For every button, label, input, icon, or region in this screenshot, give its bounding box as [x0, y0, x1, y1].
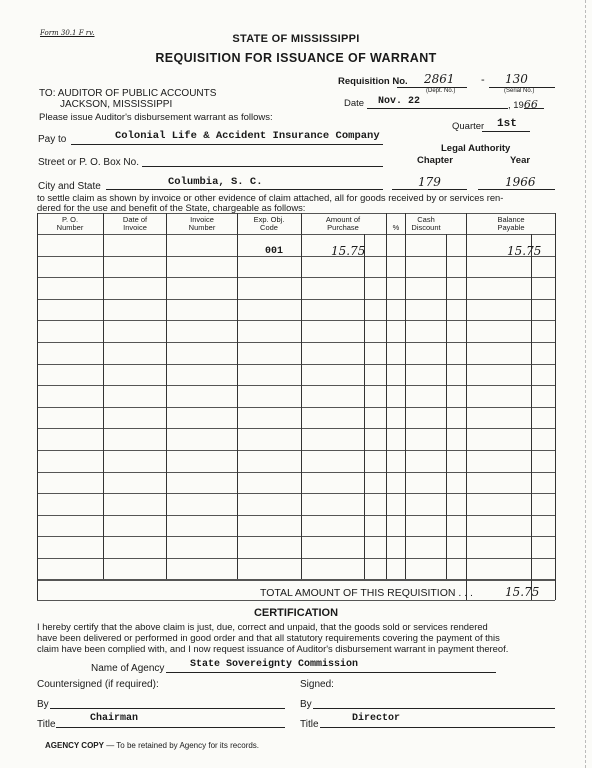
title-line-left [56, 727, 285, 728]
table-cents-rule [446, 234, 447, 579]
table-row-rule [37, 299, 555, 300]
title-line-right [320, 727, 555, 728]
table-column-rule [237, 213, 238, 579]
by-label-right: By [300, 699, 312, 710]
chapter-line [392, 189, 467, 190]
table-header-text: Number [56, 223, 84, 232]
form-title: REQUISITION FOR ISSUANCE OF WARRANT [155, 51, 437, 65]
legal-authority-label: Legal Authority [441, 143, 511, 154]
certification-line2: have been delivered or performed in good order and that all statutory requirements covering the payment of this [37, 632, 500, 643]
table-row-rule [37, 558, 555, 559]
table-header-text: Invoice [123, 223, 147, 232]
table-row-rule [37, 277, 555, 278]
year-label: Year [510, 155, 531, 166]
chapter-label: Chapter [417, 155, 453, 166]
table-row-rule [37, 515, 555, 516]
table-header-text: Purchase [327, 223, 359, 232]
table-header-text: Code [260, 223, 278, 232]
quarter-value: 1st [497, 118, 517, 130]
footer-retain-text: — To be retained by Agency for its records. [103, 741, 260, 750]
street-label: Street or P. O. Box No. [38, 157, 139, 168]
title-label-left: Title [37, 719, 56, 730]
table-row-rule [37, 364, 555, 365]
by-line-left[interactable] [50, 708, 285, 709]
serial-no-value: 130 [505, 72, 528, 86]
table-header-text: Balance [497, 215, 525, 224]
table-column-rule [301, 213, 302, 579]
table-column-rule [166, 213, 167, 579]
footer-note [45, 741, 259, 750]
certification-title: CERTIFICATION [253, 607, 339, 619]
table-row-rule [37, 450, 555, 451]
agency-line [166, 672, 496, 673]
title-label-right: Title [300, 719, 319, 730]
pay-to-value: Colonial Life & Accident Insurance Company [115, 130, 380, 142]
form-number: Form 30.1 F rv. [40, 29, 95, 37]
page-edge [585, 0, 592, 768]
table-header-text: Amount of [325, 215, 361, 224]
table-cents-rule [531, 234, 532, 600]
table-row-rule [37, 493, 555, 494]
table-total-top-border [37, 579, 555, 580]
date-label: Date [344, 98, 365, 109]
table-header-text: Payable [497, 223, 525, 232]
row-balance: 15.75 [507, 244, 542, 258]
by-label-left: By [37, 699, 49, 710]
table-header-text: Exp. Obj. [253, 215, 285, 224]
table-header-text: Invoice [190, 215, 214, 224]
please-issue-text: Please issue Auditor's disbursement warrant as follows: [39, 112, 273, 123]
street-line [142, 166, 383, 167]
serial-no-caption: (Serial No.) [504, 88, 535, 94]
dept-no-value: 2861 [424, 72, 455, 86]
table-header-border [37, 234, 555, 235]
certification-line3: claim have been complied with, and I now request issuance of Auditor's disbursement warrant in payment thereof. [37, 643, 509, 654]
certification-line1: I hereby certify that the above claim is just, due, correct and unpaid, that the goods sold or services rendered [37, 621, 488, 632]
settle-text-line1: to settle claim as shown by invoice or other evidence of claim attached, all for goods received by or services ren- [37, 192, 504, 203]
table-column-rule [103, 213, 104, 579]
table-row-rule [37, 428, 555, 429]
table-column-rule [37, 213, 38, 600]
requisition-label: Requisition No. [338, 76, 408, 87]
date-line [367, 108, 508, 109]
table-row-rule [37, 385, 555, 386]
table-column-rule [405, 213, 406, 579]
requisition-dash: - [481, 74, 485, 86]
year-line [478, 189, 555, 190]
signed-label: Signed: [300, 679, 334, 690]
table-header-text: Number [188, 223, 216, 232]
chapter-value: 179 [418, 175, 441, 189]
table-column-rule [466, 213, 467, 600]
date-year-line [524, 108, 544, 109]
total-label: TOTAL AMOUNT OF THIS REQUISITION . . . [260, 587, 473, 599]
to-auditor-line2: JACKSON, MISSISSIPPI [60, 99, 173, 110]
settle-text-line2: dered for the use and benefit of the State, chargeable as follows: [37, 202, 306, 213]
city-state-value: Columbia, S. C. [168, 176, 263, 188]
date-year-suffix: 66 [523, 98, 538, 111]
date-year-prefix: , 19 [508, 100, 524, 111]
table-header-text: % [392, 223, 400, 232]
to-auditor-line1: TO: AUDITOR OF PUBLIC ACCOUNTS [39, 88, 217, 99]
pay-to-label: Pay to [38, 134, 67, 145]
footer-agency-copy: AGENCY COPY [45, 741, 104, 750]
table-top-border [37, 213, 555, 214]
quarter-label: Quarter [452, 121, 485, 132]
total-value: 15.75 [505, 585, 540, 599]
title-value-right: Director [352, 713, 401, 724]
table-row-rule [37, 320, 555, 321]
table-row-rule [37, 407, 555, 408]
dept-no-caption: (Dept. No.) [426, 88, 456, 94]
quarter-line [482, 131, 530, 132]
title-value-left: Chairman [90, 713, 139, 724]
table-bottom-border [37, 600, 555, 601]
table-cents-rule [364, 234, 365, 579]
row-exp-code: 001 [265, 246, 284, 257]
table-column-rule [386, 213, 387, 579]
countersigned-label: Countersigned (if required): [37, 679, 159, 690]
date-value: Nov. 22 [378, 96, 421, 107]
city-state-label: City and State [38, 181, 101, 192]
table-row-rule [37, 472, 555, 473]
table-row-rule [37, 342, 555, 343]
by-line-right[interactable] [313, 708, 555, 709]
table-header-text: P. O. [61, 215, 79, 224]
state-heading: STATE OF MISSISSIPPI [232, 33, 360, 45]
pay-to-line [71, 144, 383, 145]
table-header-text: Discount [411, 223, 441, 232]
table-header-text: Cash [417, 215, 435, 224]
row-amount: 15.75 [331, 244, 366, 258]
city-state-line [106, 189, 383, 190]
table-row-rule [37, 256, 555, 257]
year-value: 1966 [505, 175, 536, 189]
table-row-rule [37, 536, 555, 537]
agency-value: State Sovereignty Commission [190, 659, 359, 670]
agency-label: Name of Agency [91, 663, 165, 674]
table-header-text: Date of [122, 215, 148, 224]
table-column-rule [555, 213, 556, 600]
